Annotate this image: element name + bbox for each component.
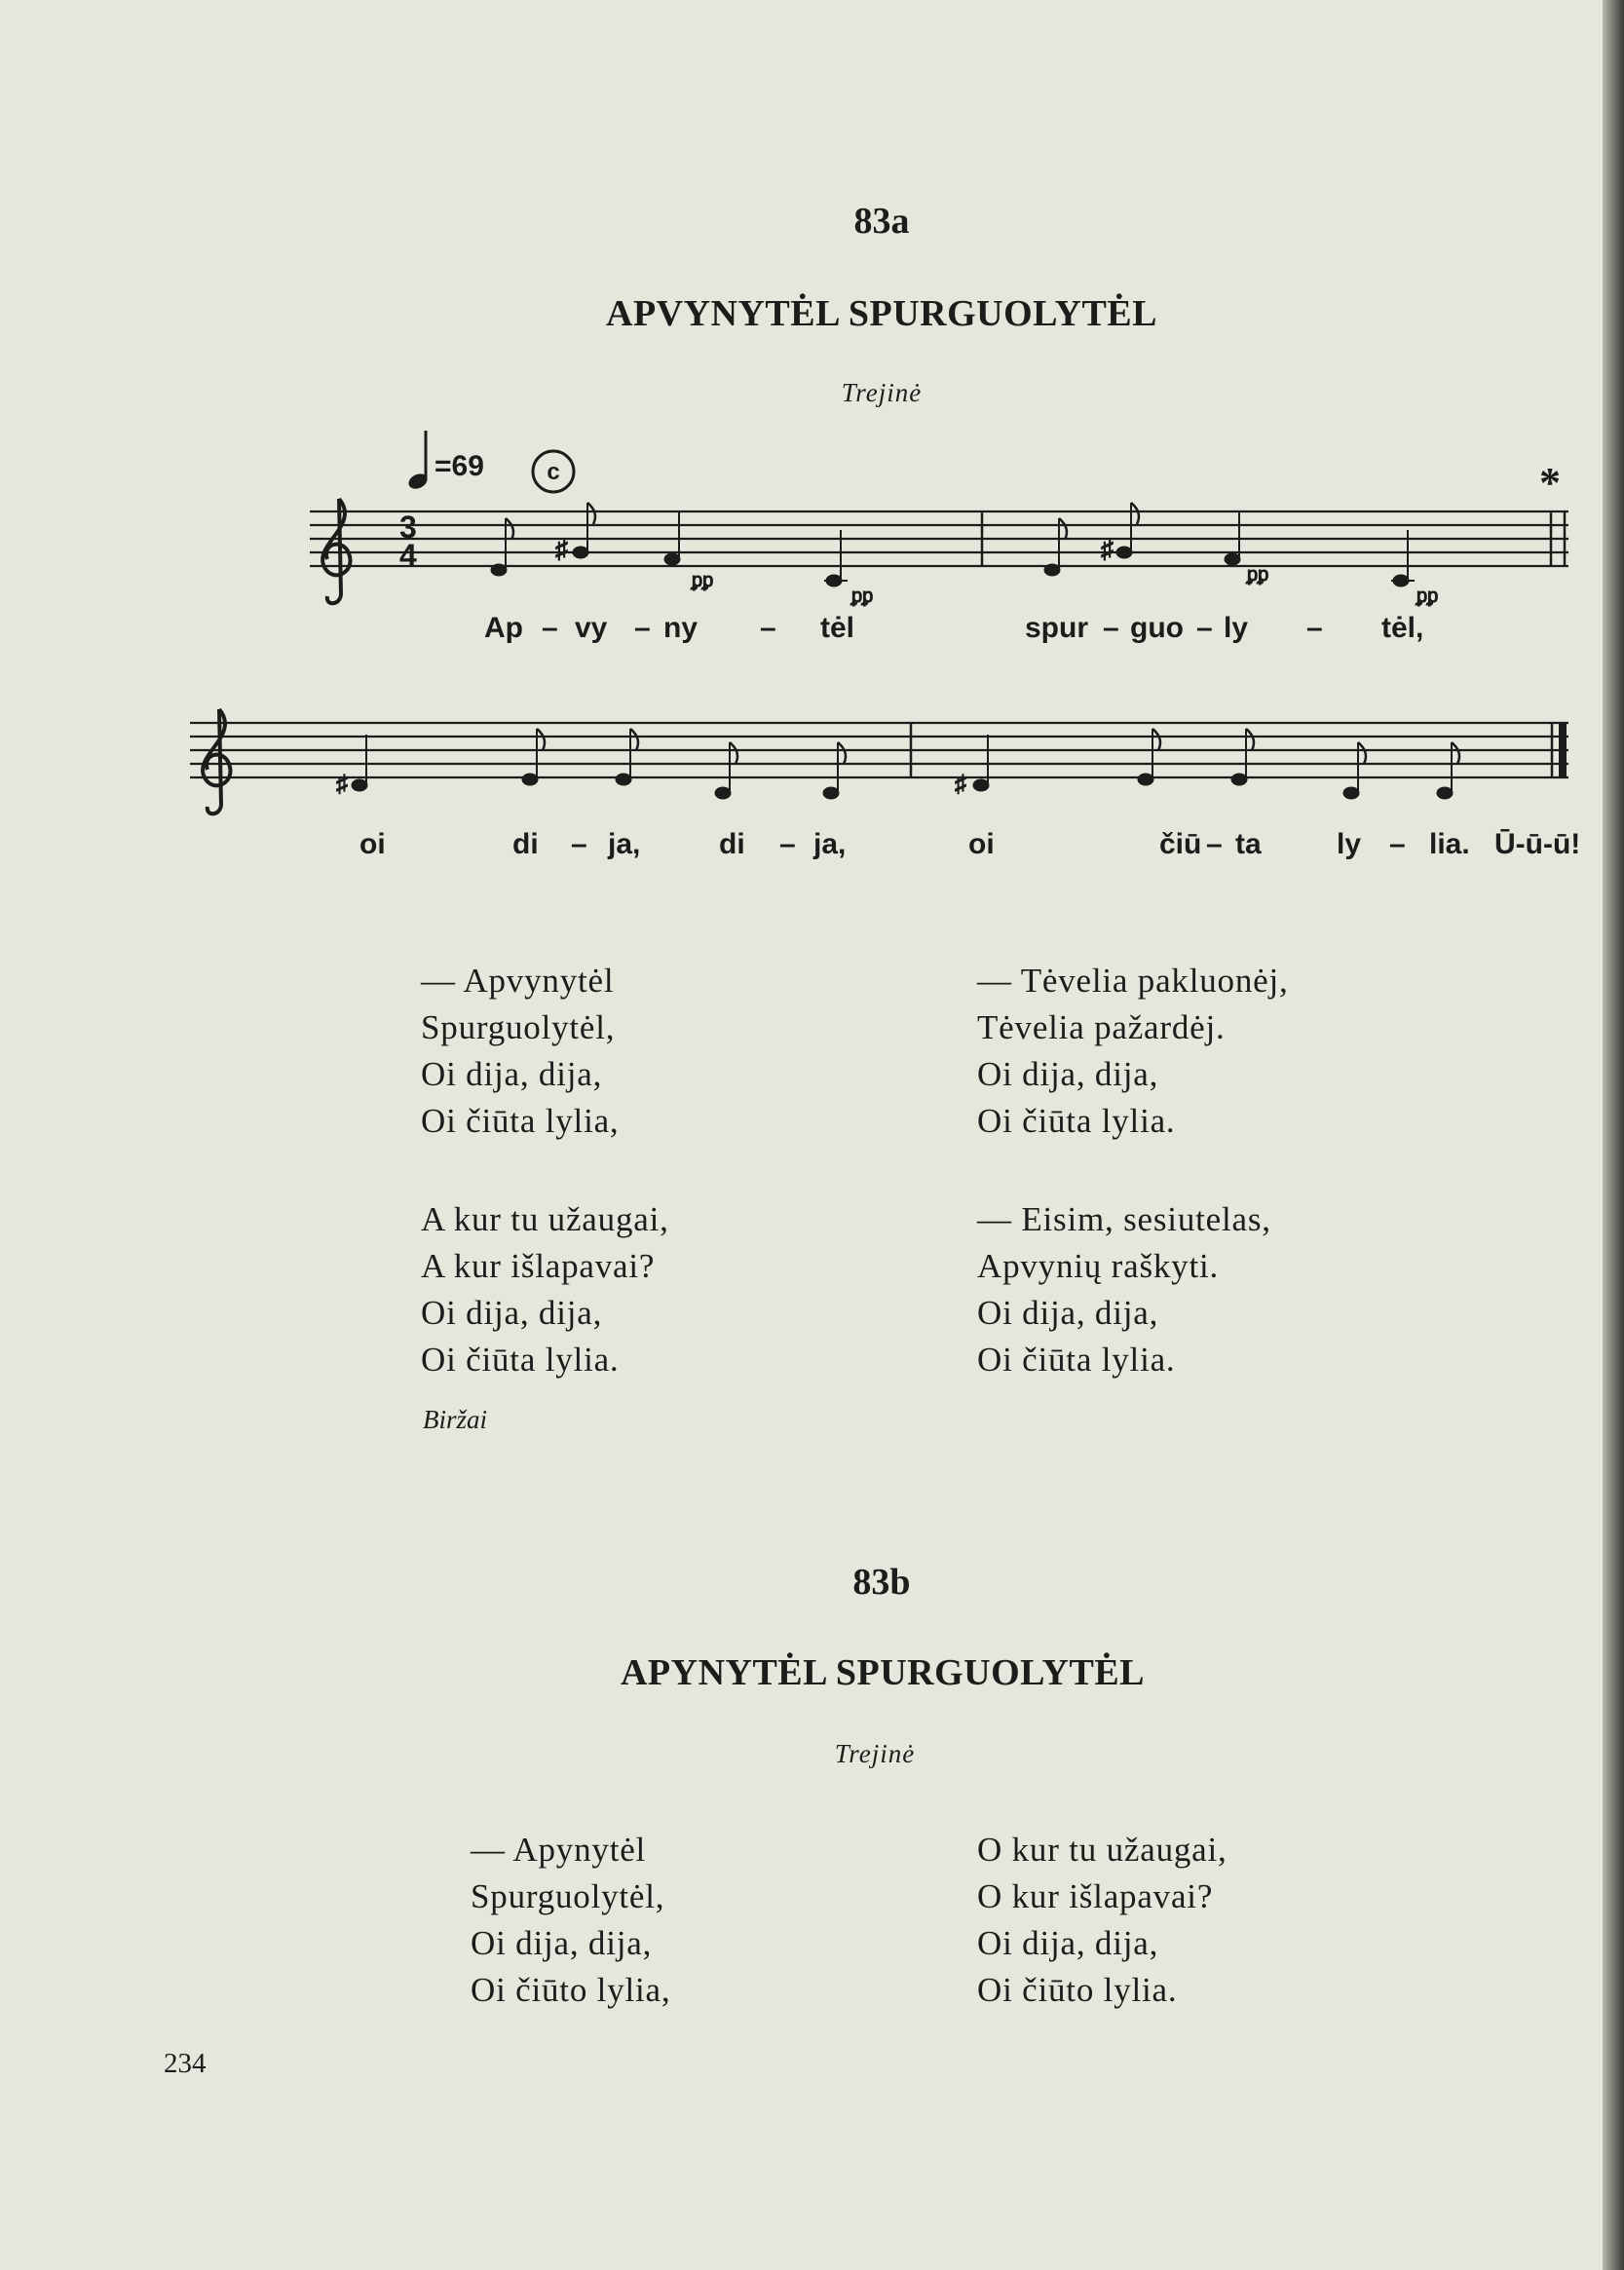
music-staff-2 bbox=[190, 682, 1573, 828]
verse-line: Oi čiūta lylia. bbox=[977, 1102, 1176, 1140]
svg-text:ᵱᵱ: ᵱᵱ bbox=[692, 570, 714, 591]
verse-line: O kur tu užaugai, bbox=[977, 1831, 1227, 1869]
note bbox=[522, 774, 538, 785]
song-genre: Trejinė bbox=[834, 1739, 916, 1768]
note bbox=[491, 564, 507, 576]
lyric-syllable: di bbox=[512, 828, 539, 860]
verse-b-left bbox=[471, 1827, 670, 2014]
music-staff-1 bbox=[310, 477, 1576, 624]
lyric-syllable: oi bbox=[968, 828, 995, 860]
asterisk-mark: * bbox=[1539, 459, 1561, 507]
song-genre: Trejinė bbox=[841, 378, 923, 407]
svg-text:ᵱᵱ: ᵱᵱ bbox=[1247, 564, 1269, 586]
sharp-sign: ♯ bbox=[336, 771, 348, 797]
treble-clef-icon bbox=[322, 499, 350, 603]
lyric-syllable: ny bbox=[663, 612, 699, 644]
lyric-syllable: ja, bbox=[608, 828, 641, 860]
verse-line: Apvynių raškyti. bbox=[977, 1247, 1220, 1285]
song-number: 83b bbox=[852, 1562, 911, 1603]
verse-line: Oi dija, dija, bbox=[471, 1924, 653, 1962]
verse-line: Spurguolytėl, bbox=[421, 1008, 616, 1046]
sharp-sign: ♯ bbox=[1101, 534, 1114, 563]
lyric-syllable: vy bbox=[575, 612, 608, 644]
lyric-syllable: Ap bbox=[484, 612, 523, 644]
verse-b-right bbox=[977, 1827, 1227, 2014]
verse-2-left bbox=[421, 1196, 669, 1383]
lyric-hyphen: – bbox=[1196, 612, 1213, 644]
lyric-syllable: oi bbox=[359, 828, 386, 860]
lyric-hyphen: – bbox=[542, 612, 558, 644]
lyric-syllable: tėl bbox=[820, 612, 855, 644]
tempo-value: =69 bbox=[434, 450, 484, 482]
lyric-syllable: di bbox=[719, 828, 745, 860]
place-name: Biržai bbox=[423, 1405, 488, 1434]
note bbox=[1437, 787, 1453, 799]
song-title: APVYNYTĖL SPURGUOLYTĖL bbox=[606, 293, 1157, 334]
verse-line: O kur išlapavai? bbox=[977, 1877, 1214, 1915]
lyric-syllable: Ū-ū-ū! bbox=[1494, 828, 1581, 860]
lyric-syllable: guo bbox=[1130, 612, 1184, 644]
verse-line: Oi dija, dija, bbox=[421, 1294, 603, 1332]
verse-line: — Tėvelia pakluonėj, bbox=[977, 962, 1289, 1000]
lyric-hyphen: – bbox=[1206, 828, 1223, 860]
notes-staff-2 bbox=[336, 723, 1567, 799]
note bbox=[352, 779, 367, 791]
verse-line: Spurguolytėl, bbox=[471, 1877, 665, 1915]
lyric-hyphen: – bbox=[1306, 612, 1323, 644]
time-signature-top: 3 bbox=[399, 510, 417, 545]
verse-line: Oi čiūto lylia. bbox=[977, 1971, 1178, 2009]
lyric-hyphen: – bbox=[1103, 612, 1119, 644]
lyric-syllable: spur bbox=[1025, 612, 1089, 644]
notes-staff-1 bbox=[491, 503, 1565, 607]
verse-line: Tėvelia pažardėj. bbox=[977, 1008, 1226, 1046]
lyric-syllable: tėl, bbox=[1381, 612, 1424, 644]
note bbox=[664, 553, 680, 565]
lyric-hyphen: – bbox=[779, 828, 796, 860]
svg-text:ᵱᵱ: ᵱᵱ bbox=[851, 586, 874, 607]
verse-2-right bbox=[977, 1196, 1271, 1383]
verse-line: Oi dija, dija, bbox=[977, 1924, 1159, 1962]
lyric-hyphen: – bbox=[571, 828, 587, 860]
note bbox=[1231, 774, 1247, 785]
song-title: APYNYTĖL SPURGUOLYTĖL bbox=[620, 1652, 1146, 1693]
verse-line: — Apynytėl bbox=[471, 1831, 647, 1869]
note bbox=[1225, 553, 1240, 565]
verse-line: — Apvynytėl bbox=[421, 962, 615, 1000]
lyric-syllable: ly bbox=[1224, 612, 1249, 644]
staff-lines-2 bbox=[190, 723, 1568, 777]
sharp-sign: ♯ bbox=[555, 534, 568, 563]
sharp-sign: ♯ bbox=[955, 771, 966, 797]
note bbox=[1138, 774, 1153, 785]
verse-line: A kur išlapavai? bbox=[421, 1247, 656, 1285]
note bbox=[1044, 564, 1060, 576]
verse-line: Oi čiūta lylia. bbox=[421, 1341, 620, 1379]
verse-1-left bbox=[421, 958, 619, 1145]
verse-line: Oi čiūta lylia. bbox=[977, 1341, 1176, 1379]
lyric-syllable: ja, bbox=[813, 828, 847, 860]
staff-lines-1 bbox=[310, 511, 1568, 566]
page-number: 234 bbox=[164, 2048, 207, 2079]
verse-line: Oi dija, dija, bbox=[977, 1294, 1159, 1332]
lyric-hyphen: – bbox=[760, 612, 776, 644]
note bbox=[823, 787, 839, 799]
verse-line: Oi čiūta lylia, bbox=[421, 1102, 620, 1140]
note bbox=[973, 779, 989, 791]
song-number: 83a bbox=[853, 201, 910, 242]
note bbox=[1343, 787, 1359, 799]
note bbox=[1116, 547, 1132, 558]
note bbox=[573, 547, 588, 558]
note bbox=[616, 774, 631, 785]
lyric-syllable: lia. bbox=[1429, 828, 1470, 860]
lyric-syllable: čiū bbox=[1159, 828, 1202, 860]
lyric-syllable: ly bbox=[1337, 828, 1362, 860]
svg-text:ᵱᵱ: ᵱᵱ bbox=[1416, 586, 1439, 607]
time-signature-bottom: 4 bbox=[399, 538, 417, 573]
verse-1-right bbox=[977, 958, 1289, 1145]
verse-line: — Eisim, sesiutelas, bbox=[977, 1200, 1271, 1238]
verse-line: A kur tu užaugai, bbox=[421, 1200, 669, 1238]
treble-clef-icon bbox=[203, 709, 230, 813]
verse-line: Oi dija, dija, bbox=[421, 1055, 603, 1093]
verse-line: Oi čiūto lylia, bbox=[471, 1971, 671, 2009]
lyric-hyphen: – bbox=[634, 612, 651, 644]
page-edge-shadow bbox=[1603, 0, 1624, 2270]
note bbox=[715, 787, 731, 799]
tempo-mark-letter: c bbox=[547, 459, 560, 485]
lyric-syllable: ta bbox=[1235, 828, 1262, 860]
verse-line: Oi dija, dija, bbox=[977, 1055, 1159, 1093]
lyric-hyphen: – bbox=[1389, 828, 1406, 860]
